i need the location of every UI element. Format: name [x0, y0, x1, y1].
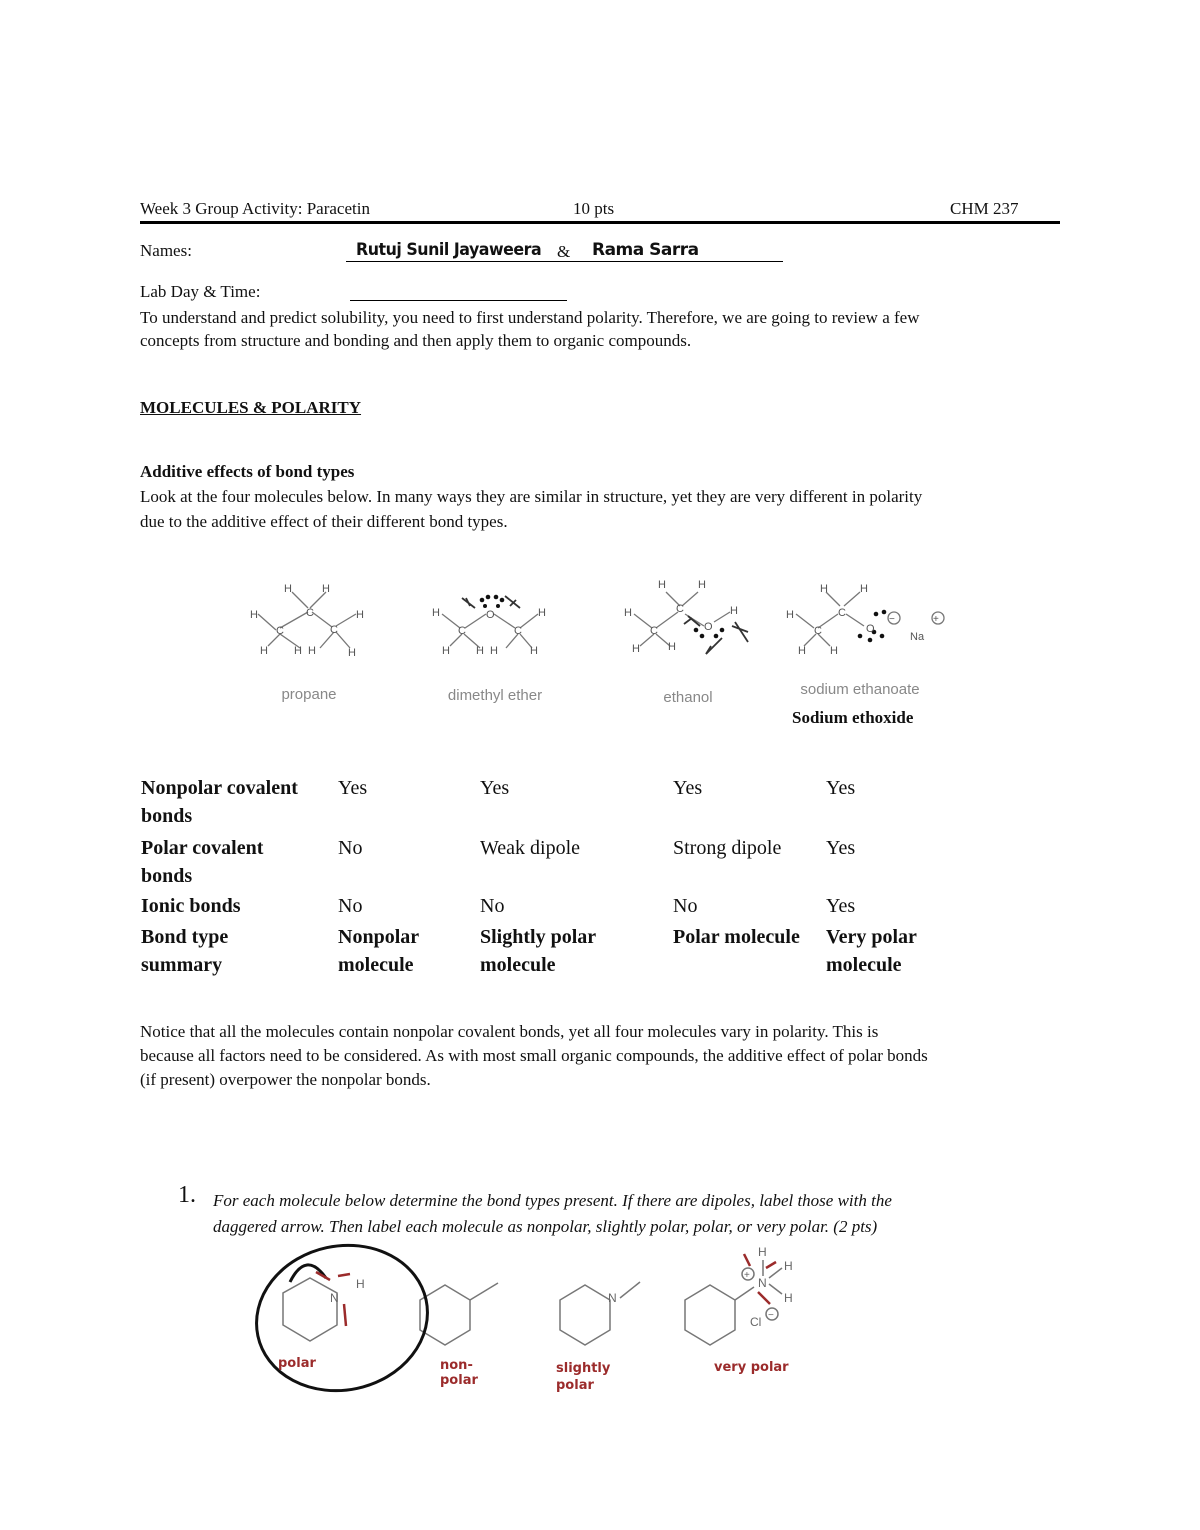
svg-text:H: H	[308, 645, 316, 657]
svg-text:C: C	[330, 624, 338, 636]
svg-text:H: H	[830, 645, 838, 657]
svg-text:O: O	[486, 609, 495, 621]
svg-text:Na: Na	[910, 631, 925, 643]
svg-text:−: −	[889, 614, 895, 625]
names-label: Names:	[140, 241, 192, 260]
svg-text:H: H	[624, 607, 632, 619]
notice-line-1: Notice that all the molecules contain nonpolar covalent bonds, yet all four molecules vary in polarity. This is	[140, 1022, 879, 1041]
molecule-label-propane: propane	[281, 686, 337, 703]
svg-text:H: H	[356, 609, 364, 621]
svg-text:−: −	[768, 1310, 774, 1321]
svg-text:+: +	[744, 1270, 750, 1281]
assignment-title: Week 3 Group Activity: Paracetin	[140, 199, 370, 218]
table-cell: Yes	[338, 777, 368, 799]
svg-text:C: C	[650, 625, 658, 637]
table-cell: Yes	[826, 777, 856, 799]
subsection-line-1: Look at the four molecules below. In many ways they are similar in structure, yet they are very different in polarity	[140, 487, 923, 506]
svg-text:H: H	[730, 605, 738, 617]
svg-text:O: O	[866, 623, 875, 635]
svg-text:O: O	[704, 621, 713, 633]
notice-line-3: (if present) overpower the nonpolar bonds.	[140, 1070, 431, 1089]
table-cell: Yes	[480, 777, 510, 799]
svg-text:H: H	[538, 607, 546, 619]
svg-text:H: H	[442, 645, 450, 657]
intro-line-1: To understand and predict solubility, you need to first understand polarity. Therefore, we are going to review a few	[140, 308, 920, 327]
svg-text:C: C	[458, 625, 466, 637]
table-cell: No	[673, 895, 698, 917]
names-ampersand: &	[557, 242, 571, 261]
svg-text:C: C	[306, 607, 314, 619]
svg-text:H: H	[786, 609, 794, 621]
names-underline	[346, 261, 783, 262]
svg-text:H: H	[798, 645, 806, 657]
labday-label: Lab Day & Time:	[140, 282, 261, 301]
svg-text:H: H	[294, 645, 302, 657]
svg-text:H: H	[250, 609, 258, 621]
row-header-ionic: Ionic bonds	[141, 895, 241, 917]
svg-text:N: N	[758, 1276, 767, 1290]
molecule-label-dimethyl-ether: dimethyl ether	[447, 687, 543, 704]
row-header-polar: Polar covalent bonds	[141, 837, 264, 887]
table-cell: Yes	[826, 837, 856, 859]
subsection-heading: Additive effects of bond types	[140, 462, 355, 481]
points-value: 10 pts	[573, 199, 615, 218]
table-cell: No	[338, 837, 363, 859]
svg-text:H: H	[348, 647, 356, 659]
svg-text:H: H	[784, 1259, 793, 1273]
svg-text:H: H	[758, 1245, 767, 1259]
labday-field[interactable]	[350, 300, 567, 301]
svg-text:H: H	[490, 645, 498, 657]
svg-text:C: C	[276, 625, 284, 637]
table-cell: No	[480, 895, 505, 917]
svg-text:C: C	[676, 603, 684, 615]
question-line-2: daggered arrow. Then label each molecule as nonpolar, slightly polar, polar, or very polar. (2 pts)	[213, 1217, 878, 1236]
table-cell-summary: Very polar molecule	[826, 926, 917, 976]
svg-text:H: H	[476, 645, 484, 657]
molecule-structures	[230, 570, 990, 670]
svg-text:H: H	[432, 607, 440, 619]
notice-line-2: because all factors need to be considered. As with most small organic compounds, the additive effect of polar bonds	[140, 1046, 928, 1065]
svg-text:H: H	[784, 1291, 793, 1305]
svg-text:Cl: Cl	[750, 1315, 762, 1329]
course-code: CHM 237	[950, 199, 1019, 218]
svg-text:H: H	[284, 583, 292, 595]
table-cell: Weak dipole	[480, 837, 581, 859]
svg-text:C: C	[838, 607, 846, 619]
svg-text:N: N	[330, 1291, 339, 1305]
table-cell: Yes	[673, 777, 703, 799]
svg-text:H: H	[668, 641, 676, 653]
table-cell: Strong dipole	[673, 837, 782, 859]
svg-text:H: H	[530, 645, 538, 657]
annotation-cyclohexylammonium: very polar	[714, 1360, 789, 1375]
svg-text:H: H	[860, 583, 868, 595]
svg-text:H: H	[260, 645, 268, 657]
table-cell-summary: Polar molecule	[673, 926, 800, 948]
subsection-line-2: due to the additive effect of their different bond types.	[140, 512, 508, 531]
annotation-piperidine: polar	[278, 1356, 316, 1371]
svg-text:C: C	[514, 625, 522, 637]
table-cell-summary: Slightly polar molecule	[480, 926, 597, 976]
row-header-nonpolar: Nonpolar covalent bonds	[141, 777, 298, 827]
question-line-1: For each molecule below determine the bond types present. If there are dipoles, label those with the	[213, 1191, 892, 1210]
table-cell: Yes	[826, 895, 856, 917]
svg-text:H: H	[322, 583, 330, 595]
molecule-label-ethanol: ethanol	[663, 689, 713, 706]
question-number: 1.	[178, 1182, 196, 1208]
svg-text:N: N	[608, 1291, 617, 1305]
svg-text:H: H	[356, 1277, 365, 1291]
svg-text:+: +	[933, 614, 939, 625]
annotation-methylcyclohexane: non-polar	[440, 1358, 478, 1388]
svg-text:H: H	[658, 579, 666, 591]
svg-text:C: C	[814, 625, 822, 637]
names-value-1[interactable]: Rutuj Sunil Jayaweera	[356, 240, 542, 260]
question-structures	[230, 1230, 830, 1410]
section-heading: MOLECULES & POLARITY	[140, 398, 362, 417]
names-value-2[interactable]: Rama Sarra	[592, 240, 699, 260]
svg-text:H: H	[632, 643, 640, 655]
svg-text:H: H	[698, 579, 706, 591]
header-rule	[140, 221, 1060, 224]
intro-line-2: concepts from structure and bonding and then apply them to organic compounds.	[140, 331, 692, 350]
table-cell-summary: Nonpolar molecule	[338, 926, 420, 976]
molecule-label-sodium-ethanoate: sodium ethanoate	[800, 681, 920, 698]
molecule-note[interactable]: Sodium ethoxide	[792, 708, 914, 727]
annotation-methylpiperidine: slightly polar	[556, 1361, 611, 1393]
table-cell: No	[338, 895, 363, 917]
svg-text:H: H	[820, 583, 828, 595]
row-header-summary: Bond type summary	[141, 926, 229, 976]
